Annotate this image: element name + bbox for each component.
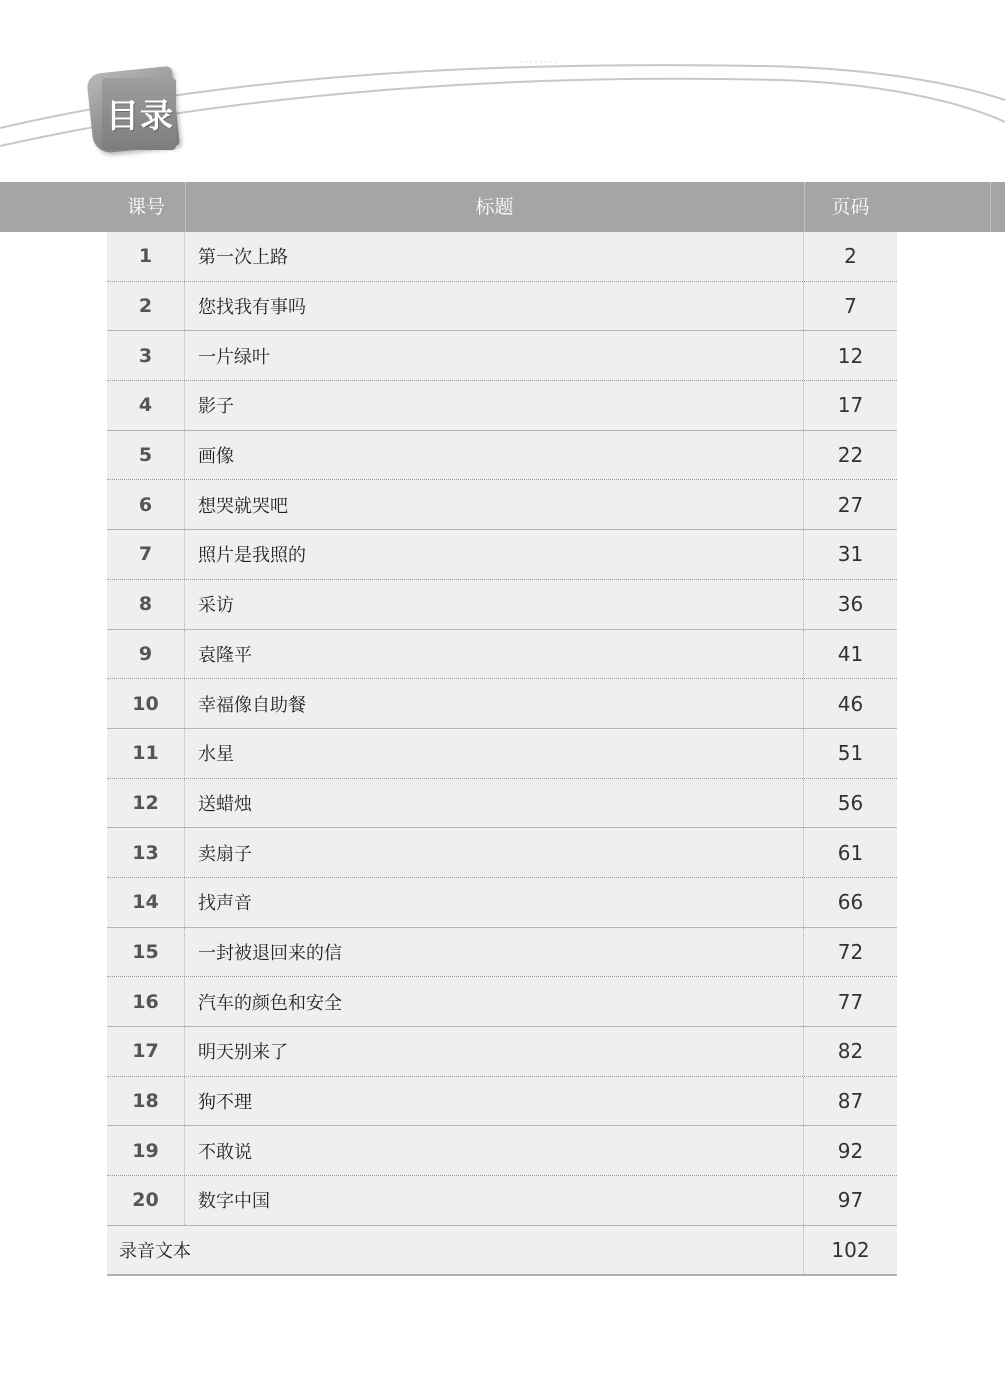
lesson-title: 想哭就哭吧 xyxy=(185,480,804,529)
page-number: 56 xyxy=(837,790,864,815)
page-title: 目录 xyxy=(106,96,174,135)
appendix-title: 录音文本 xyxy=(107,1226,804,1275)
lesson-number: 11 xyxy=(107,729,185,778)
lesson-number: 10 xyxy=(107,679,185,728)
lesson-number: 16 xyxy=(107,977,185,1026)
toc-table xyxy=(107,232,897,1276)
table-header xyxy=(0,182,1005,232)
table-row[interactable] xyxy=(107,1126,897,1176)
header-page: 页码 xyxy=(831,196,870,218)
lesson-number: 6 xyxy=(107,480,185,529)
lesson-title: 照片是我照的 xyxy=(185,530,804,579)
table-row[interactable] xyxy=(107,630,897,680)
header-title: 标题 xyxy=(475,196,514,218)
page-number: 77 xyxy=(837,989,864,1014)
appendix-row[interactable] xyxy=(107,1226,897,1275)
page-number: 46 xyxy=(837,691,864,716)
lesson-number: 20 xyxy=(107,1176,185,1225)
lesson-number: 8 xyxy=(107,580,185,629)
lesson-number: 2 xyxy=(107,282,185,331)
table-row[interactable] xyxy=(107,878,897,928)
lesson-title: 狗不理 xyxy=(185,1077,804,1126)
lesson-title: 不敢说 xyxy=(185,1126,804,1175)
table-row[interactable] xyxy=(107,828,897,878)
page-number: 31 xyxy=(837,542,864,567)
header-lesson: 课号 xyxy=(126,196,165,218)
table-row[interactable] xyxy=(107,331,897,381)
page-number: 36 xyxy=(837,592,864,617)
lesson-title: 第一次上路 xyxy=(185,232,804,281)
table-row[interactable] xyxy=(107,679,897,729)
lesson-title: 明天别来了 xyxy=(185,1027,804,1076)
lesson-title: 影子 xyxy=(185,381,804,430)
table-row[interactable] xyxy=(107,431,897,481)
page-number: 61 xyxy=(837,840,864,865)
lesson-number: 7 xyxy=(107,530,185,579)
lesson-title: 汽车的颜色和安全 xyxy=(185,977,804,1026)
lesson-number: 5 xyxy=(107,431,185,480)
lesson-title: 幸福像自助餐 xyxy=(185,679,804,728)
lesson-number: 15 xyxy=(107,928,185,977)
table-row[interactable] xyxy=(107,580,897,630)
table-row[interactable] xyxy=(107,977,897,1027)
table-row[interactable] xyxy=(107,1077,897,1127)
lesson-number: 9 xyxy=(107,630,185,679)
lesson-number: 3 xyxy=(107,331,185,380)
page-number: 41 xyxy=(837,641,864,666)
table-row[interactable] xyxy=(107,729,897,779)
page-number: 97 xyxy=(837,1188,864,1213)
lesson-title: 送蜡烛 xyxy=(185,779,804,828)
lesson-title: 一片绿叶 xyxy=(185,331,804,380)
lesson-title: 卖扇子 xyxy=(185,828,804,877)
table-row[interactable] xyxy=(107,282,897,332)
lesson-number: 18 xyxy=(107,1077,185,1126)
page-number: 82 xyxy=(837,1039,864,1064)
page-number: 92 xyxy=(837,1138,864,1163)
table-row[interactable] xyxy=(107,1176,897,1226)
lesson-number: 14 xyxy=(107,878,185,927)
table-row[interactable] xyxy=(107,530,897,580)
lesson-number: 4 xyxy=(107,381,185,430)
table-row[interactable] xyxy=(107,1027,897,1077)
lesson-title: 数字中国 xyxy=(185,1176,804,1225)
lesson-title: 水星 xyxy=(185,729,804,778)
page-number: 72 xyxy=(837,939,864,964)
lesson-title: 您找我有事吗 xyxy=(185,282,804,331)
lesson-number: 12 xyxy=(107,779,185,828)
table-row[interactable] xyxy=(107,928,897,978)
table-row[interactable] xyxy=(107,381,897,431)
page-number: 51 xyxy=(837,741,864,766)
lesson-title: 采访 xyxy=(185,580,804,629)
page-number: 12 xyxy=(837,343,864,368)
lesson-title: 找声音 xyxy=(185,878,804,927)
lesson-title: 画像 xyxy=(185,431,804,480)
lesson-title: 袁隆平 xyxy=(185,630,804,679)
page-number: 27 xyxy=(837,492,864,517)
table-row[interactable] xyxy=(107,232,897,282)
table-row[interactable] xyxy=(107,480,897,530)
page-number: 66 xyxy=(837,890,864,915)
page-number: 22 xyxy=(837,443,864,468)
lesson-number: 17 xyxy=(107,1027,185,1076)
header-divider xyxy=(990,182,991,232)
lesson-number: 1 xyxy=(107,232,185,281)
page-number: 87 xyxy=(837,1089,864,1114)
appendix-page-number: 102 xyxy=(831,1238,870,1263)
lesson-number: 19 xyxy=(107,1126,185,1175)
table-row[interactable] xyxy=(107,779,897,829)
lesson-number: 13 xyxy=(107,828,185,877)
lesson-title: 一封被退回来的信 xyxy=(185,928,804,977)
page-number: 17 xyxy=(837,393,864,418)
page-number: 7 xyxy=(844,294,857,319)
page-number: 2 xyxy=(844,244,857,269)
